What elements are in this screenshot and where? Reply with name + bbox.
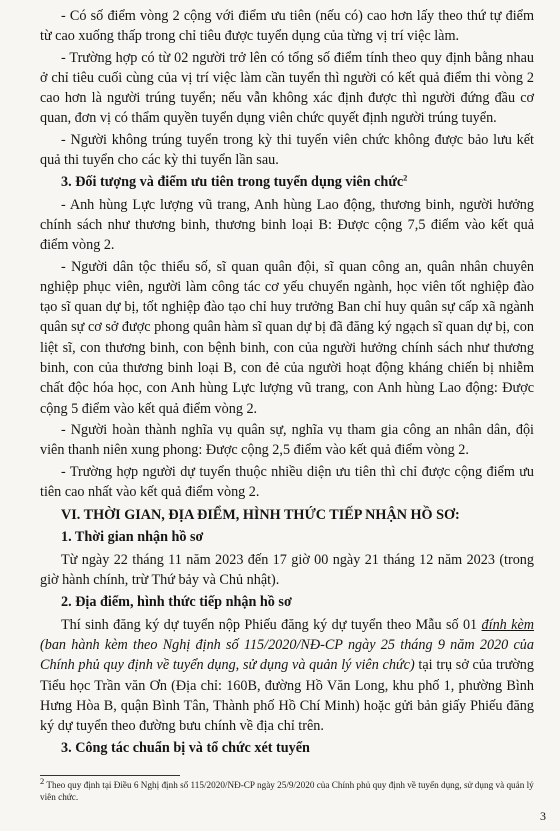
receipt-place-text-a: Thí sinh đăng ký dự tuyển nộp Phiếu đăng ký dự tuyển theo Mẫu số 01 bbox=[61, 616, 482, 633]
heading-priority-text: 3. Đối tượng và điểm ưu tiên trong tuyển dụng viên chức bbox=[61, 174, 404, 191]
heading-section-vi: VI. THỜI GIAN, ĐỊA ĐIỂM, HÌNH THỨC TIẾP NHẬN HỒ SƠ: bbox=[61, 507, 460, 524]
paragraph-ranking-rule: - Có số điểm vòng 2 cộng với điểm ưu tiên (nếu có) cao hơn lấy theo thứ tự điểm từ cao xuống thấp trong chỉ tiêu được tuyển dụng của từng vị trí việc làm. bbox=[40, 8, 534, 45]
heading-receipt-time: 1. Thời gian nhận hồ sơ bbox=[61, 529, 204, 546]
paragraph-priority-2-5: - Người hoàn thành nghĩa vụ quân sự, nghĩa vụ tham gia công an nhân dân, đội viên thanh niên xung phong: Được cộng 2,5 điểm vào kết quả điểm vòng 2. bbox=[40, 421, 534, 459]
receipt-place-italic: (ban hành kèm theo Nghị định số 115/2020/NĐ-CP ngày 25 tháng 9 năm 2020 của Chính phủ quy định về tuyển dụng, sử dụng và quản lý viên chức) bbox=[40, 636, 534, 674]
footnote-ref: 2 bbox=[403, 172, 408, 183]
paragraph-receipt-place bbox=[40, 615, 534, 737]
paragraph-tie-rule: - Trường hợp có từ 02 người trở lên có tổng số điểm tính theo quy định bằng nhau ở chỉ tiêu cuối cùng của vị trí việc làm cần tuyển thì người có kết quả điểm thi vòng 2 cao hơn là người trúng tuyển; nếu vẫn không xác định được thì người đứng đầu cơ quan, đơn vị có thẩm quyền tuyển dụng viên chức quyết định người trúng tuyển. bbox=[40, 49, 534, 127]
paragraph-priority-5: - Người dân tộc thiểu số, sĩ quan quân đội, sĩ quan công an, quân nhân chuyên nghiệp phục viên, người làm công tác cơ yếu chuyển ngành, học viên tốt nghiệp đào tạo sĩ quan dự bị, tốt nghiệp đào tạo chỉ huy trưởng Ban chỉ huy quân sự cấp xã ngành quân sự cơ sở được phong quân hàm sĩ quan dự bị đã đăng ký ngạch sĩ quan dự bị, con liệt sĩ, con thương binh, con bệnh binh, con của người hưởng chính sách như thương binh, con của thương binh loại B, con đẻ của người hoạt động kháng chiến bị nhiễm chất độc hóa học, con Anh hùng Lực lượng vũ trang, con Anh hùng Lao động: Được cộng 5 điểm vào kết quả điểm vòng 2. bbox=[40, 258, 534, 417]
paragraph-no-reserve-rule: - Người không trúng tuyển trong kỳ thi tuyển viên chức không được bảo lưu kết quả thi tuyển cho các kỳ thi tuyển lần sau. bbox=[40, 131, 534, 169]
attached-link-text: đính kèm bbox=[481, 616, 534, 633]
receipt-place-text-d: tại trụ sở của trường Tiểu học Trần văn Ơn (Địa chỉ: 160B, đường Hồ Văn Long, khu phố 1, phường Bình Hưng Hòa B, quận Bình Tân, Thành phố Hồ Chí Minh) hoặc gửi bản giấy Phiếu đăng ký dự tuyển theo đường bưu chính về địa chỉ trên. bbox=[40, 657, 534, 735]
footnote-divider bbox=[40, 775, 180, 776]
footnote bbox=[40, 775, 534, 803]
paragraph-priority-7-5: - Anh hùng Lực lượng vũ trang, Anh hùng Lao động, thương binh, người hưởng chính sách như thương binh, thương binh loại B: Được cộng 7,5 điểm vào kết quả điểm vòng 2. bbox=[40, 196, 534, 254]
page-number: 3 bbox=[540, 809, 546, 823]
heading-priority-section bbox=[40, 172, 534, 192]
footnote-mark: 2 bbox=[40, 775, 45, 786]
footnote-text: Theo quy định tại Điều 6 Nghị định số 115/2020/NĐ-CP ngày 25/9/2020 của Chính phủ quy định về tuyển dụng, sử dụng và quản lý viên chức. bbox=[40, 780, 534, 802]
heading-preparation: 3. Công tác chuẩn bị và tổ chức xét tuyển bbox=[61, 740, 310, 757]
paragraph-priority-multiple: - Trường hợp người dự tuyển thuộc nhiều diện ưu tiên thì chỉ được cộng điểm ưu tiên cao nhất vào kết quả điểm vòng 2. bbox=[40, 463, 534, 500]
paragraph-receipt-time: Từ ngày 22 tháng 11 năm 2023 đến 17 giờ 00 ngày 21 tháng 12 năm 2023 (trong giờ hành chính, trừ Thứ bảy và Chủ nhật). bbox=[40, 551, 534, 589]
heading-receipt-place: 2. Địa điểm, hình thức tiếp nhận hồ sơ bbox=[61, 594, 292, 611]
